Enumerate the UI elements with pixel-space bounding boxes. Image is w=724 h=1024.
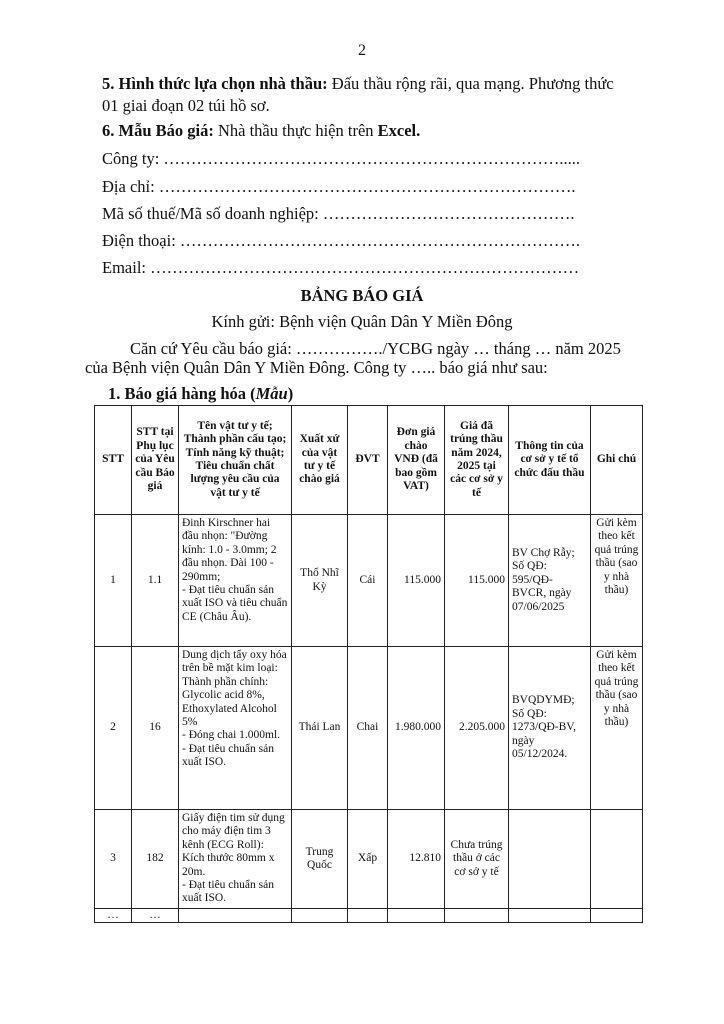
cell-ref: 182: [132, 810, 179, 909]
header-unit: ĐVT: [348, 406, 388, 515]
cell-origin: Thái Lan: [292, 647, 348, 810]
header-price: Đơn giá chào VNĐ (đã bao gồm VAT): [388, 406, 445, 515]
form-line-tax-code: Mã số thuế/Mã số doanh nghiệp: ……………………………………….: [102, 204, 575, 223]
table-row: [95, 647, 643, 810]
table-row: [95, 908, 643, 922]
header-note: Ghi chú: [591, 406, 643, 515]
cell-name: Dung dịch tẩy oxy hóa trên bề mặt kim loại: Thành phần chính: Glycolic acid 8%, Ethoxylated Alcohol 5% - Đóng chai 1.000ml. - Đạt tiêu chuẩn sản xuất ISO.: [179, 647, 292, 810]
cell-ref: 16: [132, 647, 179, 810]
recipient: Kính gửi: Bệnh viện Quân Dân Y Miền Đông: [211, 312, 513, 331]
cell-unit: [348, 908, 388, 922]
cell-facility: [509, 810, 591, 909]
header-facility: Thông tin của cơ sở y tế tổ chức đấu thầu: [509, 406, 591, 515]
cell-price: 115.000: [388, 515, 445, 647]
cell-price: [388, 908, 445, 922]
cell-name: Giấy điện tim sử dụng cho máy điện tim 3 kênh (ECG Roll): Kích thước 80mm x 20m. - Đạt tiêu chuẩn sản xuất ISO.: [179, 810, 292, 909]
cell-ref: …: [132, 908, 179, 922]
header-ref: STT tại Phụ lục của Yêu cầu Báo giá: [132, 406, 179, 515]
section-6-text: Nhà thầu thực hiện trên: [213, 121, 378, 140]
cell-price: 12.810: [388, 810, 445, 909]
cell-origin: Trung Quốc: [292, 810, 348, 909]
cell-won-price: Chưa trúng thầu ở các cơ sở y tế: [445, 810, 509, 909]
section-1-title: 1. Báo giá hàng hóa (Mẫu): [108, 384, 294, 403]
cell-ref: 1.1: [132, 515, 179, 647]
header-won-price: Giá đã trúng thầu năm 2024, 2025 tại các cơ sở y tế: [445, 406, 509, 515]
table-header-row: [95, 406, 643, 515]
section-5-label: 5. Hình thức lựa chọn nhà thầu:: [102, 74, 328, 93]
cell-stt: …: [95, 908, 132, 922]
page-number: 2: [358, 42, 366, 59]
cell-won-price: 2.205.000: [445, 647, 509, 810]
cell-facility: BV Chợ Rẫy; Số QĐ: 595/QĐ-BVCR, ngày 07/06/2025: [509, 515, 591, 647]
document-title: BẢNG BÁO GIÁ: [300, 286, 424, 305]
cell-origin: Thổ Nhĩ Kỳ: [292, 515, 348, 647]
form-line-company: Công ty: ……………………………………………………………….....: [102, 149, 581, 168]
quote-table: [94, 405, 643, 923]
cell-origin: [292, 908, 348, 922]
cell-facility: [509, 908, 591, 922]
form-line-phone: Điện thoại: ……………………………………………………………….: [102, 231, 581, 250]
table-row: [95, 810, 643, 909]
cell-stt: 3: [95, 810, 132, 909]
cell-note: Gửi kèm theo kết quả trúng thầu (sao y nhà thầu): [591, 515, 643, 647]
cell-won-price: [445, 908, 509, 922]
cell-name: Đinh Kirschner hai đầu nhọn: "Đường kính: 1.0 - 3.0mm; 2 đầu nhọn. Dài 100 - 290mm; - Đạt tiêu chuẩn sản xuất ISO và tiêu chuẩn CE (Châu Âu).: [179, 515, 292, 647]
section-6-excel: Excel.: [377, 121, 421, 140]
basis-line-2: của Bệnh viện Quân Dân Y Miền Đông. Công ty ….. báo giá như sau:: [85, 358, 548, 377]
table-row: [95, 515, 643, 647]
cell-stt: 2: [95, 647, 132, 810]
section-6-label: 6. Mẫu Báo giá:: [102, 121, 214, 140]
cell-note: [591, 908, 643, 922]
form-line-email: Email: ……………………………………………………………………: [102, 258, 580, 277]
header-name: Tên vật tư y tế; Thành phần cấu tạo; Tính năng kỹ thuật; Tiêu chuẩn chất lượng yêu cầu của vật tư y tế: [179, 406, 292, 515]
cell-unit: Chai: [348, 647, 388, 810]
header-origin: Xuất xứ của vật tư y tế chào giá: [292, 406, 348, 515]
cell-price: 1.980.000: [388, 647, 445, 810]
cell-note: [591, 810, 643, 909]
cell-unit: Xấp: [348, 810, 388, 909]
basis-line-1: Căn cứ Yêu cầu báo giá: ……………./YCBG ngày … tháng … năm 2025: [130, 339, 621, 358]
cell-note: Gửi kèm theo kết quả trúng thầu (sao y nhà thầu): [591, 647, 643, 810]
section-1-italic: Mẫu: [255, 384, 288, 403]
cell-name: [179, 908, 292, 922]
cell-unit: Cái: [348, 515, 388, 647]
section-6-quote-form: [102, 121, 420, 141]
section-5-text: Đấu thầu rộng rãi, qua mạng. Phương thức: [327, 74, 614, 93]
cell-won-price: 115.000: [445, 515, 509, 647]
section-5-selection-method: [102, 73, 627, 117]
header-stt: STT: [95, 406, 132, 515]
cell-facility: BVQDYMĐ; Số QĐ: 1273/QĐ-BV, ngày 05/12/2024.: [509, 647, 591, 810]
cell-stt: 1: [95, 515, 132, 647]
form-line-address: Địa chỉ: ………………………………………………………………….: [102, 177, 576, 196]
section-5-text-cont: 01 giai đoạn 02 túi hồ sơ.: [102, 96, 270, 115]
